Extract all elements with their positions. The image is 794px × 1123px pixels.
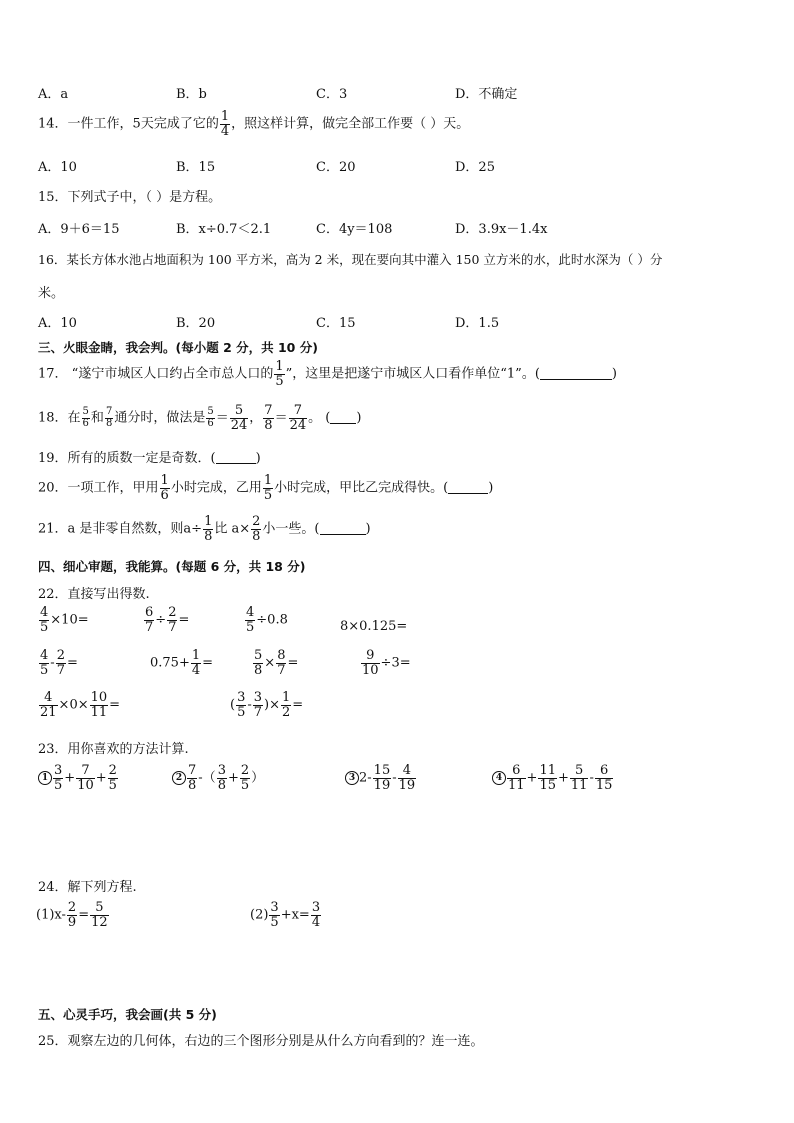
q14-option-a: A．10 (38, 160, 77, 175)
q23-expr-4: 4 $\frac{6}{11}$ + $\frac{11}{15}$ + $\frac{5}{11}$ - $\frac{6}{15}$ (492, 764, 614, 792)
question-25: 25．观察左边的几何体，右边的三个图形分别是从什么方向看到的？连一连。 (38, 1034, 484, 1049)
q13-option-b: B．b (176, 87, 207, 102)
circled-number-1: 1 (38, 771, 52, 785)
answer-blank[interactable] (448, 480, 488, 494)
q23-expr-2: 2 $\frac{7}{8}$ -（ $\frac{3}{8}$ + $\frac{2}{5}$ ） (172, 764, 264, 792)
question-17: 17． “遂宁市城区人口约占全市总人口的 $\frac{1}{5}$ ”，这里是把遂宁市城区人口看作单位“1”。( ) (38, 359, 617, 389)
q24-equation-2: (2) $\frac{3}{5}$ +x= $\frac{3}{4}$ (250, 900, 321, 930)
q22-item-5: $\frac{4}{5}$ - $\frac{2}{7}$ = (40, 648, 78, 678)
q16-option-c: C．15 (316, 316, 356, 331)
q13-option-a: A．a (38, 87, 69, 102)
question-18: 18．在 $\frac{5}{6}$ 和 $\frac{7}{8}$ 通分时，做法是 $\frac{5}{6}$ ＝ $\frac{5}{24}$ ， $\frac{7}{8}$ ＝ $\frac{7}{24}$ 。 ( ) (38, 403, 362, 433)
question-23-title: 23．用你喜欢的方法计算. (38, 742, 189, 757)
answer-blank[interactable] (330, 410, 356, 424)
q22-item-1: $\frac{4}{5}$ ×10= (40, 605, 89, 635)
section-3-heading: 三、火眼金睛，我会判。(每小题 2 分，共 10 分) (38, 340, 318, 355)
q15-option-a: A．9＋6＝15 (38, 222, 120, 237)
question-14: 14．一件工作，5天完成了它的 $\frac{1}{4}$ ，照这样计算，做完全部工作要（ ）天。 (38, 109, 470, 139)
circled-number-4: 4 (492, 771, 506, 785)
q22-item-10: ( $\frac{3}{5}$ - $\frac{3}{7}$ )× $\frac{1}{2}$ = (230, 690, 304, 720)
q16-option-b: B．20 (176, 316, 216, 331)
question-20: 20．一项工作，甲用 $\frac{1}{6}$ 小时完成，乙用 $\frac{1}{5}$ 小时完成，甲比乙完成得快。( ) (38, 473, 494, 503)
question-22-title: 22．直接写出得数. (38, 587, 150, 602)
question-15: 15．下列式子中，（ ）是方程。 (38, 190, 222, 205)
question-19: 19．所有的质数一定是奇数．( ) (38, 451, 261, 466)
question-16-line1: 16．某长方体水池占地面积为 100 平方米，高为 2 米，现在要向其中灌入 150 立方米的水，此时水深为（ ）分 (38, 252, 663, 267)
q22-item-8: $\frac{9}{10}$ ÷3= (362, 648, 411, 678)
q15-option-c: C．4y＝108 (316, 222, 393, 237)
answer-blank[interactable] (320, 521, 366, 535)
q13-option-d: D．不确定 (455, 87, 518, 102)
q22-item-3: $\frac{4}{5}$ ÷0.8 (246, 605, 288, 635)
q23-expr-1: 1 $\frac{3}{5}$ + $\frac{7}{10}$ + $\frac{2}{5}$ (38, 764, 119, 792)
q22-item-6: 0.75+ $\frac{1}{4}$ = (150, 648, 214, 678)
circled-number-2: 2 (172, 771, 186, 785)
circled-number-3: 3 (345, 771, 359, 785)
q22-item-4: 8×0.125= (340, 619, 408, 634)
q14-option-c: C．20 (316, 160, 356, 175)
q14-option-b: B．15 (176, 160, 216, 175)
q15-option-b: B．x÷0.7＜2.1 (176, 222, 272, 237)
q16-option-d: D．1.5 (455, 316, 500, 331)
section-4-heading: 四、细心审题，我能算。(每题 6 分，共 18 分) (38, 559, 306, 574)
answer-blank[interactable] (216, 450, 256, 464)
q23-expr-3: 3 2- $\frac{15}{19}$ - $\frac{4}{19}$ (345, 764, 417, 792)
question-24-title: 24．解下列方程. (38, 880, 137, 895)
section-5-heading: 五、心灵手巧，我会画(共 5 分) (38, 1007, 217, 1022)
question-16-line2: 米。 (38, 286, 65, 301)
q24-equation-1: (1)x- $\frac{2}{9}$ = $\frac{5}{12}$ (36, 900, 108, 930)
q13-option-c: C．3 (316, 87, 348, 102)
answer-blank[interactable] (540, 366, 612, 380)
q14-option-d: D．25 (455, 160, 495, 175)
q15-option-d: D．3.9x－1.4x (455, 222, 548, 237)
q22-item-2: $\frac{6}{7}$ ÷ $\frac{2}{7}$ = (145, 605, 190, 635)
question-21: 21．a 是非零自然数，则a÷ $\frac{1}{8}$ 比 a× $\frac{2}{8}$ 小一些。( ) (38, 514, 371, 544)
q22-item-9: $\frac{4}{21}$ ×0× $\frac{10}{11}$ = (40, 690, 121, 720)
q22-item-7: $\frac{5}{8}$ × $\frac{8}{7}$ = (254, 648, 299, 678)
q16-option-a: A．10 (38, 316, 77, 331)
